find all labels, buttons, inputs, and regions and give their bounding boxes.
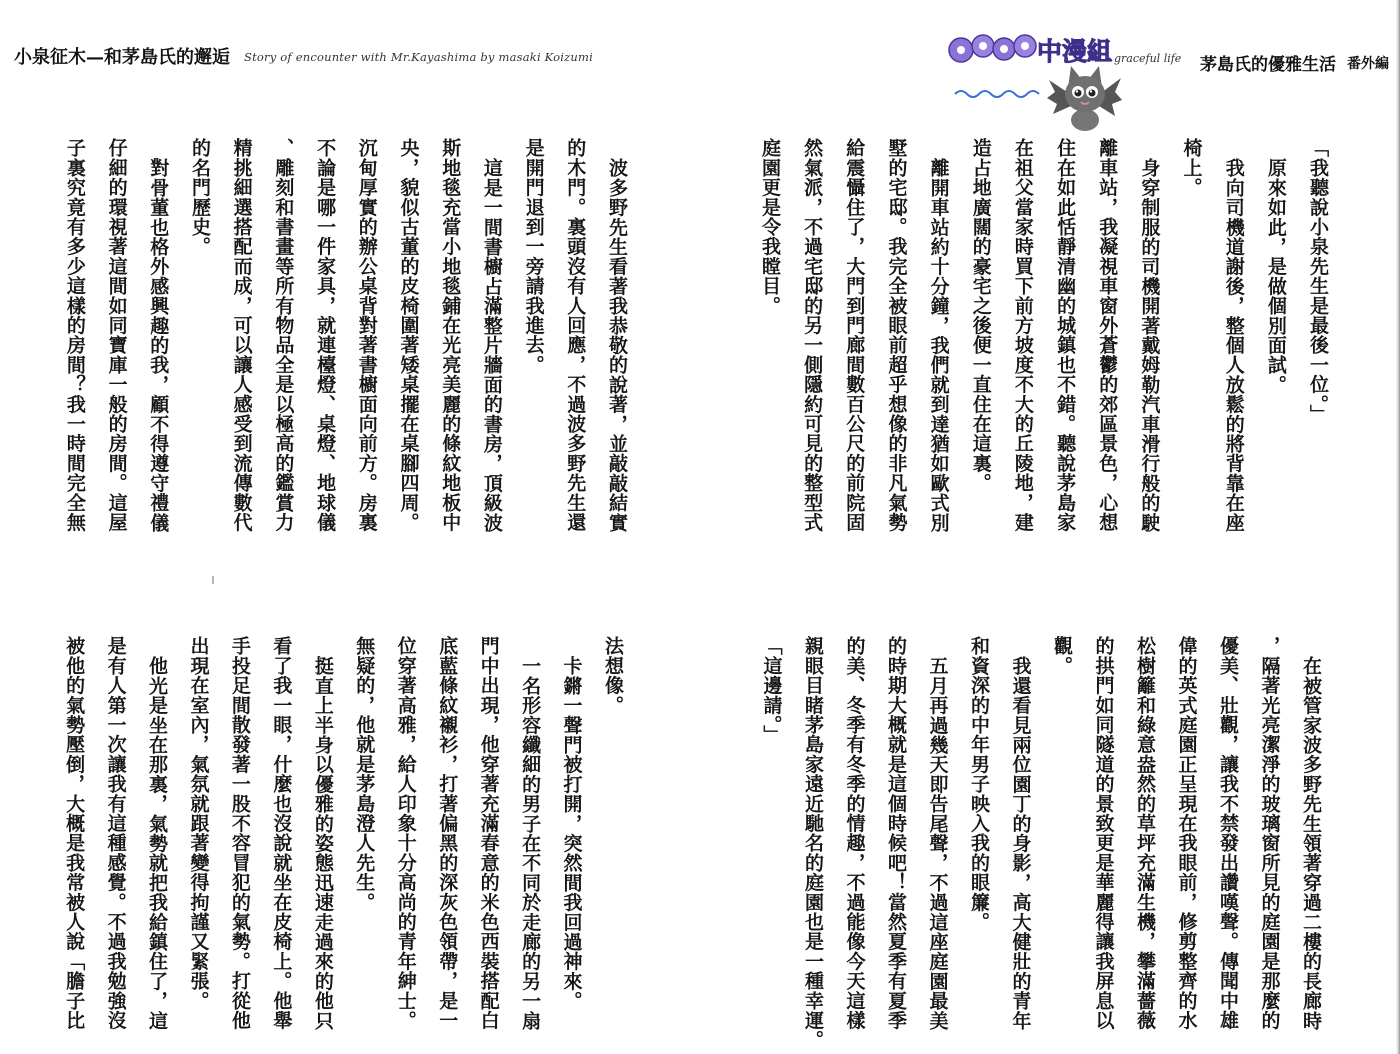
text-column: ，隔著光亮潔淨的玻璃窗所見的庭園是那麼的 <box>1258 636 1281 1030</box>
text-column: 對骨董也格外感興趣的我，顧不得遵守禮儀 <box>147 157 170 533</box>
text-column: 這是一間書櫥占滿整片牆面的書房，頂級波 <box>480 157 503 533</box>
text-column: 看了我一眼，什麼也沒說就坐在皮椅上。他舉 <box>270 636 293 1030</box>
text-column: 松樹籬和綠意盎然的草坪充滿生機，攀滿薔薇 <box>1134 636 1156 1030</box>
text-column: 子裏究竟有多少這樣的房間？我一時間完全無 <box>63 138 86 532</box>
text-column: 的木門。裏頭沒有人回應，不過波多野先生還 <box>564 138 587 532</box>
text-column: 在祖父當家時買下前方坡度不大的丘陵地，建 <box>1011 138 1034 532</box>
text-column: 椅上。 <box>1180 138 1203 198</box>
text-column: 離開車站約十分鐘，我們就到達猶如歐式別 <box>927 157 950 533</box>
text-column: 位穿著高雅，給人印象十分高尚的青年紳士。 <box>394 636 417 1030</box>
text-column: 精挑細選搭配而成，可以讓人感受到流傳數代 <box>230 138 253 532</box>
text-column: 法想像。 <box>602 636 624 715</box>
text-column: 的名門歷史。 <box>188 138 211 257</box>
text-block-lower <box>750 636 1331 1054</box>
text-column: 偉的英式庭園正呈現在我眼前，修剪整齊的水 <box>1175 636 1198 1030</box>
text-column: 無疑的，他就是茅島澄人先生。 <box>353 636 376 912</box>
text-column: 造占地廣闊的豪宅之後便一直住在這裏。 <box>969 138 992 493</box>
text-column: 卡鏘一聲門被打開，突然間我回過神來。 <box>560 655 583 1011</box>
text-block-upper <box>749 138 1339 563</box>
logo-letter-shapes <box>949 35 1036 62</box>
running-title: 小泉征木—和茅島氏的邂逅 <box>14 47 230 68</box>
scanlation-logo <box>945 22 1123 136</box>
bat-cat-mascot-icon <box>1047 66 1122 131</box>
text-column: 的拱門如同隧道的景致更是華麗得讓我屏息以 <box>1092 636 1115 1030</box>
text-column: 的時期大概就是這個時候吧！當然夏季有夏季 <box>885 636 907 1030</box>
text-column: 住在如此恬靜清幽的城鎮也不錯。聽說茅島家 <box>1054 138 1077 532</box>
running-subtitle: graceful life <box>1114 52 1182 65</box>
text-column: 給震懾住了，大門到門廊間數百公尺的前院固 <box>843 138 866 532</box>
text-column: 底藍條紋襯衫，打著偏黑的深灰色領帶，是一 <box>436 636 459 1030</box>
text-block-upper <box>53 138 637 563</box>
text-column: 墅的宅邸。我完全被眼前超乎想像的非凡氣勢 <box>885 138 908 532</box>
text-column: 在被管家波多野先生領著穿過二樓的長廊時 <box>1300 655 1322 1031</box>
text-column: 不論是哪一件家具，就連檯燈、桌燈、地球儀 <box>314 138 337 532</box>
page-edge-shadow <box>1396 0 1400 1054</box>
text-column: 挺直上半身以優雅的姿態迅速走過來的他只 <box>311 655 334 1031</box>
text-column: 原來如此，是做個別面試。 <box>1264 157 1287 395</box>
text-column: 的美、冬季有冬季的情趣，不過能像今天這樣 <box>843 636 866 1030</box>
text-column: 然氣派，不過宅邸的另一側隱約可見的整型式 <box>801 138 824 532</box>
text-column: 是開門退到一旁請我進去。 <box>522 138 545 375</box>
text-column: 親眼目睹茅島家遠近馳名的庭園也是一種幸運。 <box>802 636 824 1050</box>
text-column: 一名形容纖細的男子在不同於走廊的另一扇 <box>519 655 542 1031</box>
text-column: 被他的氣勢壓倒，大概是我常被人說「膽子比 <box>63 636 86 1030</box>
text-column: 出現在室內，氣氛就跟著變得拘謹又緊張。 <box>187 636 210 1011</box>
running-title: 茅島氏的優雅生活 <box>1200 55 1336 75</box>
text-column: 仔細的環視著這間如同寶庫一般的房間。這屋 <box>105 138 128 532</box>
text-column: 庭園更是令我瞠目。 <box>758 138 781 316</box>
text-column: 和資深的中年男子映入我的眼簾。 <box>968 636 990 932</box>
text-column: 沉甸厚實的辦公桌背對著書櫥面向前方。房裏 <box>355 138 378 532</box>
text-column: 波多野先生看著我恭敬的說著，並敲敲結實 <box>606 157 628 533</box>
text-column: 離車站，我凝視車窗外蒼鬱的郊區景色，心想 <box>1096 138 1119 532</box>
text-column: 我還看見兩位園丁的身影，高大健壯的青年 <box>1009 655 1032 1031</box>
text-column: 我向司機道謝後，整個人放鬆的將背靠在座 <box>1222 157 1245 533</box>
text-column: 身穿制服的司機開著戴姆勒汽車滑行般的駛 <box>1138 157 1161 533</box>
text-column: 「這邊請。」 <box>760 636 783 745</box>
text-column: 他光是坐在那裏，氣勢就把我給鎮住了，這 <box>146 655 169 1031</box>
text-column: 門中出現，他穿著充滿春意的米色西裝搭配白 <box>477 636 500 1030</box>
text-column: 是有人第一次讓我有這種感覺。不過我勉強沒 <box>104 636 127 1030</box>
text-column: 「我聽說小泉先生是最後一位。」 <box>1307 138 1329 424</box>
right-page <box>700 0 1400 1054</box>
logo-wordmark: 中漫組 <box>1037 37 1113 66</box>
section-tag: 番外編 <box>1347 56 1389 72</box>
logo-underline <box>955 91 1039 97</box>
text-column: 觀。 <box>1051 636 1073 676</box>
text-column: 央，貌似古董的皮椅圍著矮桌擺在桌腳四周。 <box>397 138 420 532</box>
scan-speck <box>212 576 214 584</box>
text-column: 優美、壯觀，讓我不禁發出讚嘆聲。傳聞中雄 <box>1217 636 1239 1030</box>
text-column: 斯地毯充當小地毯鋪在光亮美麗的條紋地板中 <box>439 138 462 532</box>
text-block-lower <box>53 636 633 1054</box>
text-column: 、雕刻和書畫等所有物品全是以極高的鑑賞力 <box>272 138 295 532</box>
text-column: 手投足間散發著一股不容冒犯的氣勢。打從他 <box>228 636 251 1030</box>
running-subtitle: Story of encounter with Mr.Kayashima by masaki Koizumi <box>244 50 594 64</box>
text-column: 五月再過幾天即告尾聲，不過這座庭園最美 <box>926 655 949 1031</box>
